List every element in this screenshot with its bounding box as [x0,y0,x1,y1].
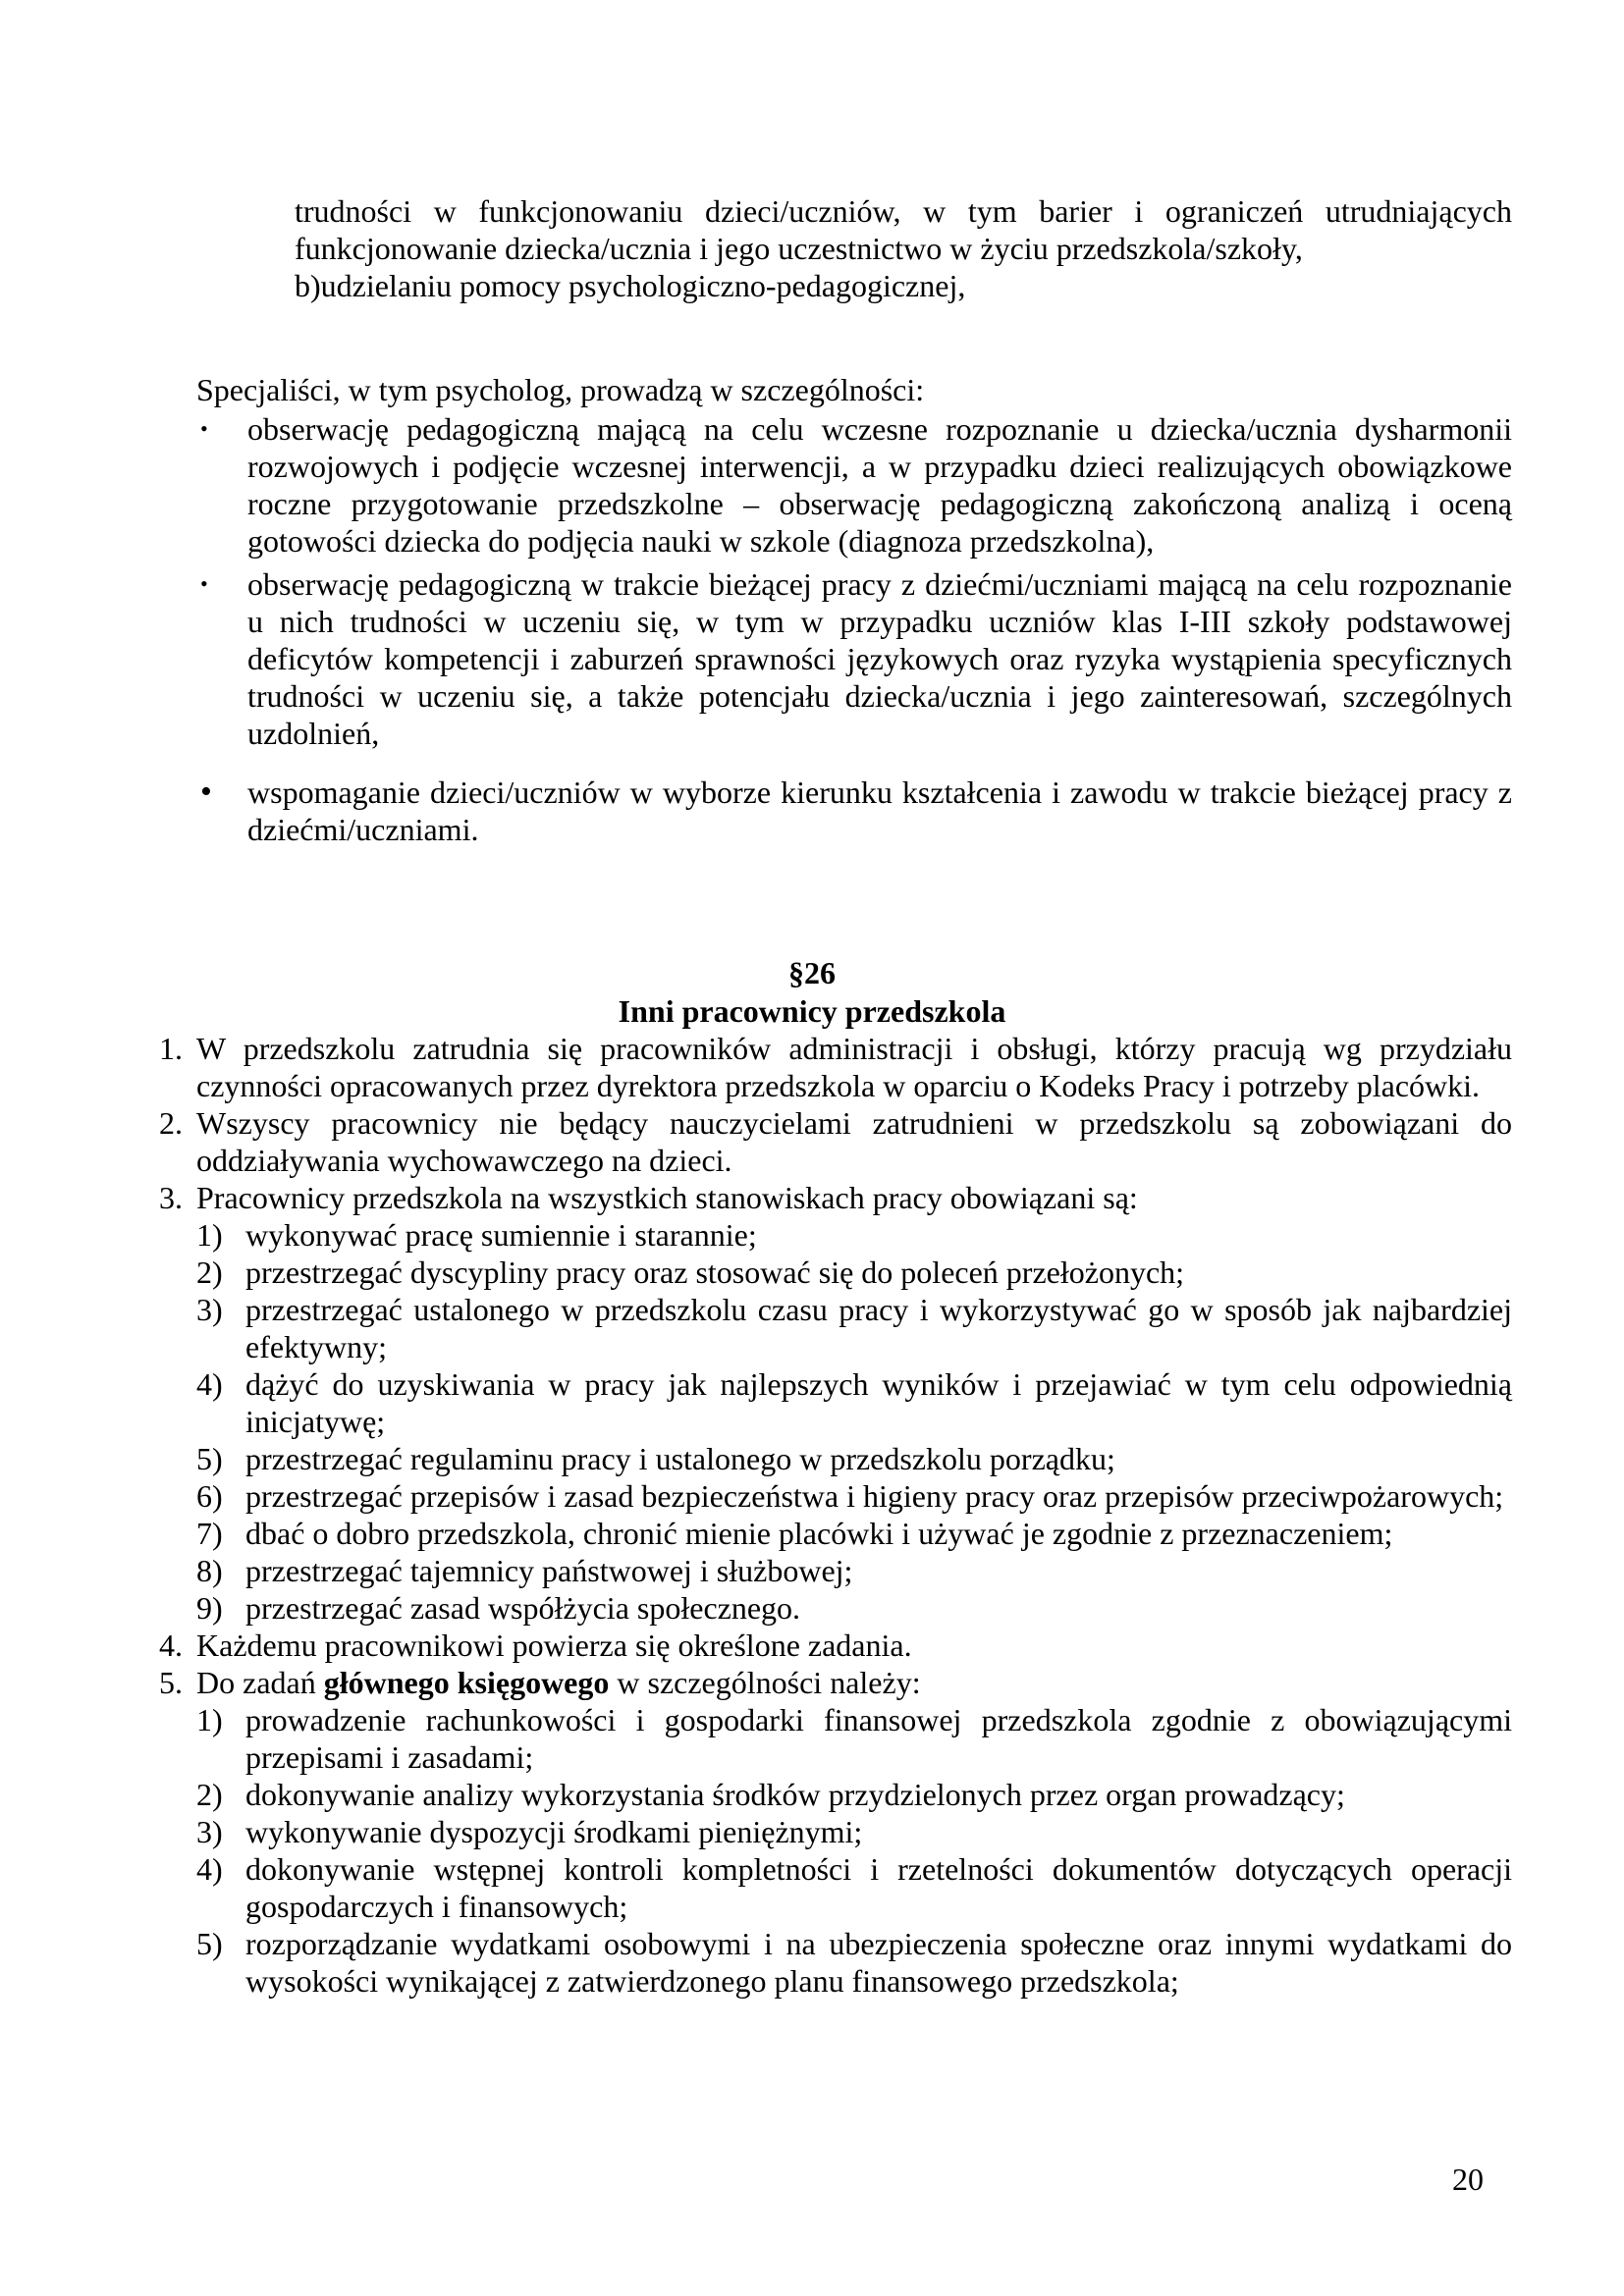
chief-accountant-duties-list [196,1701,1512,2000]
specialists-bullet-list [196,410,1512,848]
list-item [147,1179,1512,1627]
sub-item-text: przestrzegać przepisów i zasad bezpieczeństwa i higieny pracy oraz przepisów przeciwpożarowych; [245,1478,1504,1514]
sub-item-text: przestrzegać regulaminu pracy i ustalonego w przedszkolu porządku; [245,1441,1115,1476]
sub-list-item [196,1925,1512,2000]
sub-item-number: 5) [196,1926,223,1961]
item-text: Wszyscy pracownicy nie będący nauczycielami zatrudnieni w przedszkolu są zobowiązani do oddziaływania wychowawczego na dzieci. [196,1105,1512,1178]
continuation-line: b)udzielaniu pomocy psychologiczno-pedagogicznej, [295,268,966,303]
item-text: Każdemu pracownikowi powierza się określone zadania. [196,1628,912,1663]
sub-item-text: dążyć do uzyskiwania w pracy jak najlepszych wyników i przejawiać w tym celu odpowiednią inicjatywę; [245,1366,1512,1439]
sub-item-text: przestrzegać ustalonego w przedszkolu czasu pracy i wykorzystywać go w sposób jak najbardziej efektywny; [245,1292,1512,1364]
section-number: §26 [788,955,836,990]
sub-list-item [196,1850,1512,1925]
employee-duties-list [196,1216,1512,1627]
bullet-icon: • [200,416,208,441]
staff-rules-list [147,1030,1512,2000]
sub-list-item [196,1216,1512,1254]
sub-item-number: 8) [196,1553,223,1588]
bullet-icon: • [200,774,212,810]
item-number: 3. [159,1180,183,1215]
sub-item-number: 4) [196,1851,223,1887]
list-item [147,1627,1512,1664]
item-text-after: w szczególności należy: [609,1665,921,1700]
sub-item-text: rozporządzanie wydatkami osobowymi i na ubezpieczenia społeczne oraz innymi wydatkami do wysokości wynikającej z zatwierdzonego planu finansowego przedszkola; [245,1926,1512,1999]
continuation-paragraph [295,192,1512,304]
bullet-icon: • [200,571,208,596]
sub-item-text: dokonywanie wstępnej kontroli kompletności i rzetelności dokumentów dotyczących operacji gospodarczych i finansowych; [245,1851,1512,1924]
sub-item-text: przestrzegać dyscypliny pracy oraz stosować się do poleceń przełożonych; [245,1255,1185,1290]
sub-item-text: dokonywanie analizy wykorzystania środków przydzielonych przez organ prowadzący; [245,1777,1345,1812]
sub-list-item [196,1776,1512,1813]
sub-list-item [196,1291,1512,1365]
sub-list-item [196,1440,1512,1477]
section-title: Inni pracownicy przedszkola [618,993,1006,1029]
sub-list-item [196,1589,1512,1627]
sub-item-number: 5) [196,1441,223,1476]
sub-item-number: 4) [196,1366,223,1402]
sub-list-item [196,1254,1512,1291]
sub-item-number: 9) [196,1590,223,1626]
item-text: Pracownicy przedszkola na wszystkich stanowiskach pracy obowiązani są: [196,1180,1138,1215]
sub-item-text: przestrzegać tajemnicy państwowej i służbowej; [245,1553,853,1588]
bullet-text: obserwację pedagogiczną w trakcie bieżącej pracy z dziećmi/uczniami mającą na celu rozpoznanie u nich trudności w uczeniu się, w tym w przypadku uczniów klas I-III szkoły podstawowej deficytów kompetencji i zaburzeń sprawności językowych oraz ryzyka wystąpienia specyficznych trudności w uczeniu się, a także potencjału dziecka/ucznia i jego zainteresowań, szczególnych uzdolnień, [247,566,1512,751]
sub-item-number: 1) [196,1702,223,1737]
list-item [147,1664,1512,2000]
bullet-text: obserwację pedagogiczną mającą na celu wczesne rozpoznanie u dziecka/ucznia dysharmonii rozwojowych i podjęcie wczesnej interwencji, a w przypadku dzieci realizujących obowiązkowe roczne przygotowanie przedszkolne – obserwację pedagogiczną zakończoną analizą i oceną gotowości dziecka do podjęcia nauki w szkole (diagnoza przedszkolna), [247,411,1512,559]
bullet-text: wspomaganie dzieci/uczniów w wyborze kierunku kształcenia i zawodu w trakcie bieżącej pracy z dziećmi/uczniami. [247,774,1512,847]
list-item [147,1104,1512,1179]
sub-item-number: 7) [196,1516,223,1551]
sub-item-number: 3) [196,1292,223,1327]
sub-list-item [196,1365,1512,1440]
continuation-line: funkcjonowanie dziecka/ucznia i jego uczestnictwo w życiu przedszkola/szkoły, [295,231,1303,266]
sub-item-text: przestrzegać zasad współżycia społecznego. [245,1590,801,1626]
sub-list-item [196,1515,1512,1552]
sub-item-text: wykonywać pracę sumiennie i starannie; [245,1217,757,1253]
item-number: 2. [159,1105,183,1141]
sub-item-number: 3) [196,1814,223,1849]
sub-item-number: 2) [196,1777,223,1812]
list-item [196,410,1512,560]
specialists-intro: Specjaliści, w tym psycholog, prowadzą w szczególności: [196,372,925,407]
sub-item-number: 6) [196,1478,223,1514]
sub-list-item [196,1477,1512,1515]
item-number: 4. [159,1628,183,1663]
item-number: 1. [159,1031,183,1066]
sub-item-number: 2) [196,1255,223,1290]
sub-list-item [196,1813,1512,1850]
sub-list-item [196,1701,1512,1776]
chief-accountant-term: głównego księgowego [323,1665,610,1700]
item-text: W przedszkolu zatrudnia się pracowników administracji i obsługi, którzy pracują wg przydziału czynności opracowanych przez dyrektora przedszkola w oparciu o Kodeks Pracy i potrzeby placówki. [196,1031,1512,1103]
continuation-line: trudności w funkcjonowaniu dzieci/uczniów, w tym barier i ograniczeń utrudniających [295,193,1512,229]
list-item [147,1030,1512,1104]
sub-item-text: dbać o dobro przedszkola, chronić mienie placówki i używać je zgodnie z przeznaczeniem; [245,1516,1393,1551]
sub-item-text: wykonywanie dyspozycji środkami pieniężnymi; [245,1814,863,1849]
item-number: 5. [159,1665,183,1700]
list-item [196,565,1512,752]
item-text [196,1665,921,1700]
list-item [196,774,1512,848]
sub-item-text: prowadzenie rachunkowości i gospodarki finansowej przedszkola zgodnie z obowiązującymi przepisami i zasadami; [245,1702,1512,1775]
item-text-before: Do zadań [196,1665,324,1700]
page-number: 20 [1452,2162,1484,2197]
sub-list-item [196,1552,1512,1589]
sub-item-number: 1) [196,1217,223,1253]
